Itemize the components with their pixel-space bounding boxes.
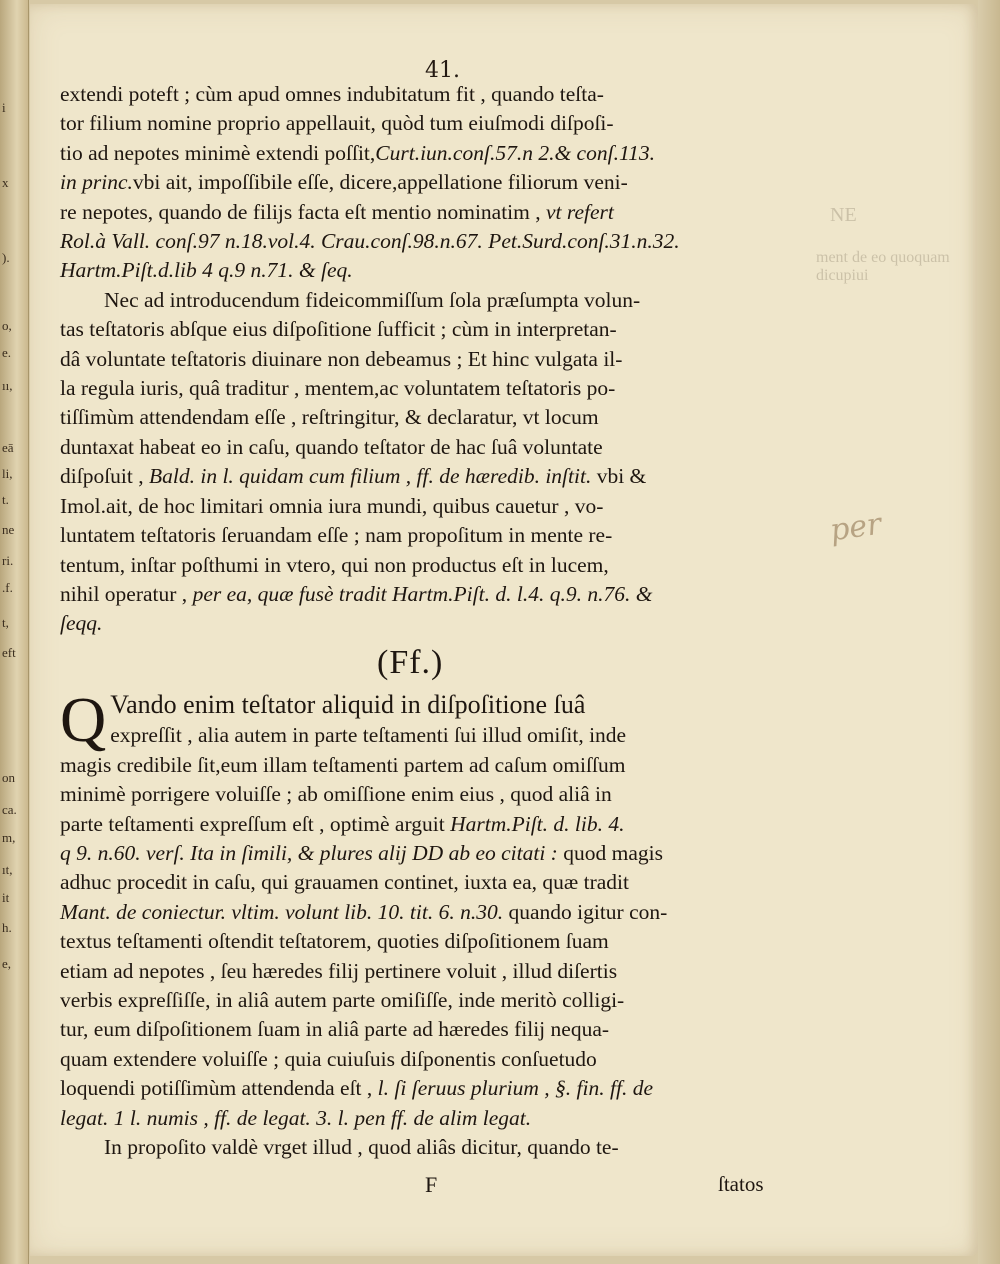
citation-text: Curt.iun.conſ.57.n 2.& conſ.113.	[375, 140, 655, 165]
left-page-edge	[0, 0, 29, 1264]
margin-fragment: ri.	[2, 553, 14, 568]
text-line	[60, 751, 820, 780]
citation-text: l. ſi ſeruus plurium , §. fin. ff. de	[372, 1076, 653, 1101]
text-line	[60, 1015, 820, 1044]
margin-fragment: ıt,	[2, 862, 13, 877]
body-text: re nepotes, quando de filijs facta eſt mentio nominatim ,	[60, 199, 541, 224]
body-text: luntatem teſtatoris ſeruandam eſſe ; nam propoſitum in mente re-	[60, 523, 613, 548]
bleed-through-text	[816, 204, 978, 285]
body-text: tio ad nepotes minimè extendi poſſit,	[60, 140, 376, 165]
margin-fragment: o,	[2, 318, 12, 333]
body-text: tiſſimùm attendendam eſſe , reſtringitur, & declaratur, vt locum	[60, 405, 599, 430]
margin-fragment: e,	[2, 956, 12, 971]
text-line	[60, 198, 820, 227]
paragraph-block-1	[60, 80, 820, 639]
body-text: expreſſit , alia autem in parte teſtamenti ſui illud omiſit, inde	[110, 723, 627, 748]
text-line	[60, 433, 820, 462]
body-text: quando igitur con-	[503, 899, 668, 924]
body-text: minimè porrigere voluiſſe ; ab omiſſione enim eius , quod aliâ in	[60, 782, 612, 807]
text-line	[60, 374, 820, 403]
page-number: 41.	[425, 58, 460, 83]
catchword: ſtatos	[718, 1172, 764, 1196]
citation-text: ſeqq.	[60, 611, 103, 636]
margin-fragment: eft	[2, 645, 16, 660]
citation-text: legat. 1 l. numis , ff. de legat. 3. l. pen ff. de alim legat.	[60, 1105, 532, 1130]
text-line	[60, 927, 820, 956]
margin-fragment: .f.	[2, 580, 13, 595]
text-line	[60, 986, 820, 1015]
text-line	[60, 492, 820, 521]
text-line	[60, 139, 820, 168]
margin-fragment: t,	[2, 615, 9, 630]
body-text: duntaxat habeat eo in caſu, quando teſtator de hac ſuâ voluntate	[60, 434, 603, 459]
citation-text: Hartm.Piſt.d.lib 4 q.9 n.71. & ſeq.	[60, 258, 353, 283]
body-text: Nec ad introducendum fideicommiſſum ſola præſumpta volun-	[104, 287, 641, 312]
margin-fragment: li,	[2, 466, 13, 481]
body-text: extendi poteft ; cùm apud omnes indubitatum fit , quando teſta-	[60, 82, 604, 106]
body-text: quam extendere voluiſſe ; quia cuiuſuis diſponentis conſuetudo	[60, 1046, 597, 1071]
text-line	[60, 286, 820, 315]
text-line	[60, 551, 820, 580]
citation-text: per ea, quæ fusè tradit Hartm.Piſt. d. l.4. q.9. n.76. &	[187, 581, 653, 606]
citation-text: Rol.à Vall. conſ.97 n.18.vol.4. Crau.conſ.98.n.67. Pet.Surd.conſ.31.n.32.	[60, 229, 680, 254]
body-text: quod magis	[557, 841, 663, 866]
bleed-line: ment de eo quoquam dicupiui	[816, 249, 950, 284]
body-text: textus teſtamenti oſtendit teſtatorem, quoties diſpoſitionem ſuam	[60, 929, 609, 954]
margin-fragment: h.	[2, 920, 12, 935]
body-text: tas teſtatoris abſque eius diſpoſitione ſufficit ; cùm in interpretan-	[60, 317, 617, 342]
text-line	[60, 1104, 820, 1133]
margin-fragment: e.	[2, 345, 12, 360]
body-text: magis credibile ſit,eum illam teſtamenti partem ad caſum omiſſum	[60, 752, 626, 777]
paragraph-block-2	[60, 684, 820, 1163]
text-line	[60, 80, 820, 109]
body-text: loquendi potiſſimùm attendenda eſt ,	[60, 1076, 373, 1101]
body-text: tur, eum diſpoſitionem ſuam in aliâ parte ad hæredes filij nequa-	[60, 1017, 610, 1042]
book-page	[30, 4, 978, 1256]
body-text: etiam ad nepotes , ſeu hæredes filij pertinere voluit , illud diſertis	[60, 958, 618, 983]
margin-fragment: x	[2, 175, 9, 190]
body-text: In propoſito valdè vrget illud , quod aliâs dicitur, quando te-	[104, 1135, 619, 1160]
drop-cap: Q	[60, 684, 107, 755]
text-line	[60, 1045, 820, 1074]
body-text: adhuc procedit in caſu, qui grauamen continet, iuxta ea, quæ tradit	[60, 870, 629, 895]
margin-fragment: ca.	[2, 802, 17, 817]
section-heading: (Ff.)	[377, 644, 444, 681]
text-line	[60, 227, 820, 256]
body-text: tentum, inſtar poſthumi in vtero, qui non productus eſt in lucem,	[60, 552, 609, 577]
margin-fragment: m,	[2, 830, 16, 845]
body-text: vbi &	[591, 464, 647, 489]
margin-fragment: t.	[2, 492, 9, 507]
body-text: la regula iuris, quâ traditur , mentem,ac voluntatem teſtatoris po-	[60, 376, 616, 401]
text-line	[60, 521, 820, 550]
paragraph-3	[60, 721, 820, 1162]
text-line	[60, 839, 820, 868]
handwritten-margin-note: per	[827, 506, 884, 549]
margin-fragment: ).	[2, 250, 10, 265]
margin-fragment: on	[2, 770, 15, 785]
text-line	[60, 109, 820, 138]
margin-fragment: ıı,	[2, 378, 13, 393]
body-text: vbi ait, impoſſibile eſſe, dicere,appellatione filiorum veni-	[132, 170, 628, 195]
text-line	[60, 609, 820, 638]
citation-text: in princ.	[60, 170, 133, 195]
margin-fragment: it	[2, 890, 10, 905]
citation-text: Bald. in l. quidam cum filium , ff. de hæredib. inſtit.	[143, 464, 592, 489]
text-line	[60, 1074, 820, 1103]
citation-text: q 9. n.60. verſ. Ita in ſimili, & plures alij DD ab eo citati :	[60, 841, 558, 866]
citation-text: Hartm.Piſt. d. lib. 4.	[444, 811, 625, 836]
citation-text: Mant. de coniectur. vltim. volunt lib. 10. tit. 6. n.30.	[60, 899, 504, 924]
text-line	[60, 168, 820, 197]
text-line	[60, 1133, 820, 1162]
text-line	[60, 315, 820, 344]
text-line	[60, 868, 820, 897]
text-line	[60, 898, 820, 927]
text-line	[60, 810, 820, 839]
body-text: parte teſtamenti expreſſum eſt , optimè arguit	[60, 811, 445, 836]
text-line	[60, 403, 820, 432]
margin-fragment: ne	[2, 522, 15, 537]
body-text: Imol.ait, de hoc limitari omnia iura mundi, quibus cauetur , vo-	[60, 493, 604, 518]
signature-mark: F	[425, 1172, 438, 1197]
text-line	[60, 721, 820, 750]
margin-fragment: eā	[2, 440, 14, 455]
text-line	[60, 780, 820, 809]
body-text: tor filium nomine proprio appellauit, quòd tum eiuſmodi diſpoſi-	[60, 111, 614, 136]
body-text: diſpoſuit ,	[60, 464, 144, 489]
text-line	[60, 462, 820, 491]
body-text: nihil operatur ,	[60, 581, 188, 606]
bleed-line: NE	[830, 204, 857, 226]
citation-text: vt refert	[540, 199, 614, 224]
body-text: verbis expreſſiſſe, in aliâ autem parte omiſiſſe, inde meritò colligi-	[60, 988, 625, 1013]
first-line-text: Vando enim teſtator aliquid in diſpoſitione ſuâ	[110, 690, 586, 719]
body-text: dâ voluntate teſtatoris diuinare non debeamus ; Et hinc vulgata il-	[60, 346, 623, 371]
margin-fragment: i	[2, 100, 6, 115]
text-line	[60, 256, 820, 285]
text-line	[60, 345, 820, 374]
text-line	[60, 580, 820, 609]
text-line	[60, 957, 820, 986]
right-page-edge	[978, 0, 1000, 1264]
